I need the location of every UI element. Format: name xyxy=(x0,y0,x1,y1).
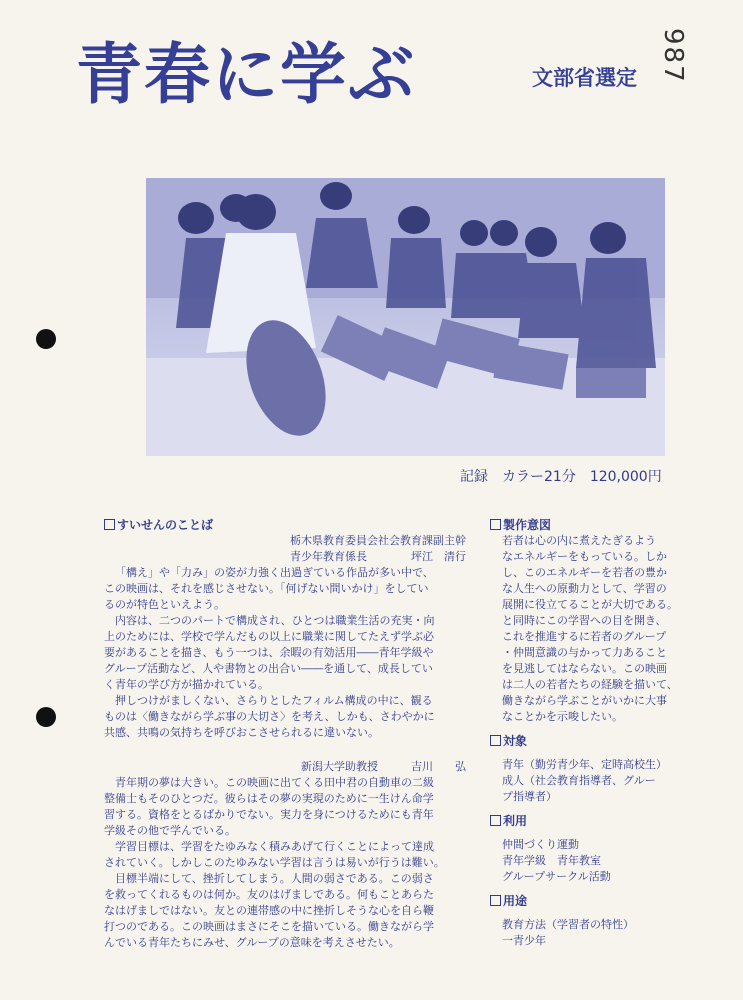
punch-hole xyxy=(36,329,56,349)
paragraph: 内容は、二つのパートで構成され、ひとつは職業生活の充実・向 上のためには、学校で学んだもの以上に職業に関してたえず学ぶ必 要があることを描き、もう一つは、余暇の有効活用――青年学級や グループ活動など、人や書物との出合い――を通して、成長してい く青年の学び方が描かれている。 xyxy=(104,614,435,691)
purpose-heading: 用途 xyxy=(490,893,680,909)
purpose-text: 教育方法（学習者の特性） 一青少年 xyxy=(502,918,634,947)
checkbox-square-icon xyxy=(490,815,501,826)
checkbox-square-icon xyxy=(490,735,501,746)
recommendation-heading: すいせんのことば xyxy=(104,517,474,533)
checkbox-square-icon xyxy=(490,519,501,530)
paragraph: 「構え」や「力み」の姿が力強く出過ぎている作品が多い中で、 この映画は、それを感じさせない。「何げない問いかけ」をしてい るのが特色といえよう。 xyxy=(104,566,434,611)
punch-hole xyxy=(36,707,56,727)
target-text: 青年（勤労青少年、定時高校生） 成人（社会教育指導者、グルー プ指導者） xyxy=(502,758,667,803)
group-photo-illustration xyxy=(146,178,665,456)
sidebar-info xyxy=(490,517,680,949)
checkbox-square-icon xyxy=(490,895,501,906)
production-intent-text: 若者は心の内に煮えたぎるよう なエネルギーをもっている。しか し、このエネルギーを若者の豊か な人生への原動力として、学習の 展開に役立てることが大切である。 と同時にこの学習への目を開き、 これを推進するに若者のグループ ・仲間意識の与かって力あること を見逃してはならない。この映画 は二人の若者たちの経験を描いて、 働きながら学ぶことがいかに大事 なことかを示唆したい。 xyxy=(502,534,678,723)
production-intent-heading: 製作意図 xyxy=(490,517,680,533)
paragraph: 目標半端にして、挫折してしまう。人間の弱さである。この弱さ を救ってくれるものは何か。友のはげましである。何もことあらた なはげましではない。友との連帯感の中に挫折しそうな心を自ら鞭 打つのである。この映画はまさにそこを描いている。働きながら学 んでいる青年たちにみせ、グループの意味を考えさせたい。 xyxy=(104,872,434,949)
paragraph: 学習目標は、学習をたゆみなく積みあげて行くことによって達成 されていく。しかしこのたゆみない学習は言うは易いが行うは難い。 xyxy=(104,840,445,869)
usage-text: 仲間づくり運動 青年学級 青年教室 グループサークル活動 xyxy=(502,838,611,883)
usage-heading: 利用 xyxy=(490,813,680,829)
paragraph: 青年期の夢は大きい。この映画に出てくる田中君の自動車の二級 整備士もそのひとつだ。彼らはその夢の実現のために一生けん命学 習する。資格をとるばかりでない。実力を身につけるためにも青年 学級その他で学んでいる。 xyxy=(104,776,434,837)
paragraph: 押しつけがましくない、さらりとしたフィルム構成の中に、観る ものは〈働きながら学ぶ事の大切さ〉を考え、しかも、さわやかに 共感、共鳴の気持ちを呼びおこさせられるに違いない。 xyxy=(104,694,435,739)
film-still-photo xyxy=(146,178,665,456)
author-2: 新潟大学助教授 吉川 弘 xyxy=(301,760,466,773)
target-heading: 対象 xyxy=(490,733,680,749)
recommendation-section xyxy=(104,517,474,951)
author-1-line-2: 青少年教育係長 坪江 清行 xyxy=(290,550,466,563)
film-title: 青春に学ぶ xyxy=(76,36,416,113)
checkbox-square-icon xyxy=(104,519,115,530)
ministry-selection: 文部省選定 xyxy=(532,66,637,90)
handwritten-number: 987 xyxy=(658,28,688,84)
film-specs: 記録 カラー21分 120,000円 xyxy=(460,469,662,485)
author-1-line-1: 栃木県教育委員会社会教育課副主幹 xyxy=(290,534,466,547)
